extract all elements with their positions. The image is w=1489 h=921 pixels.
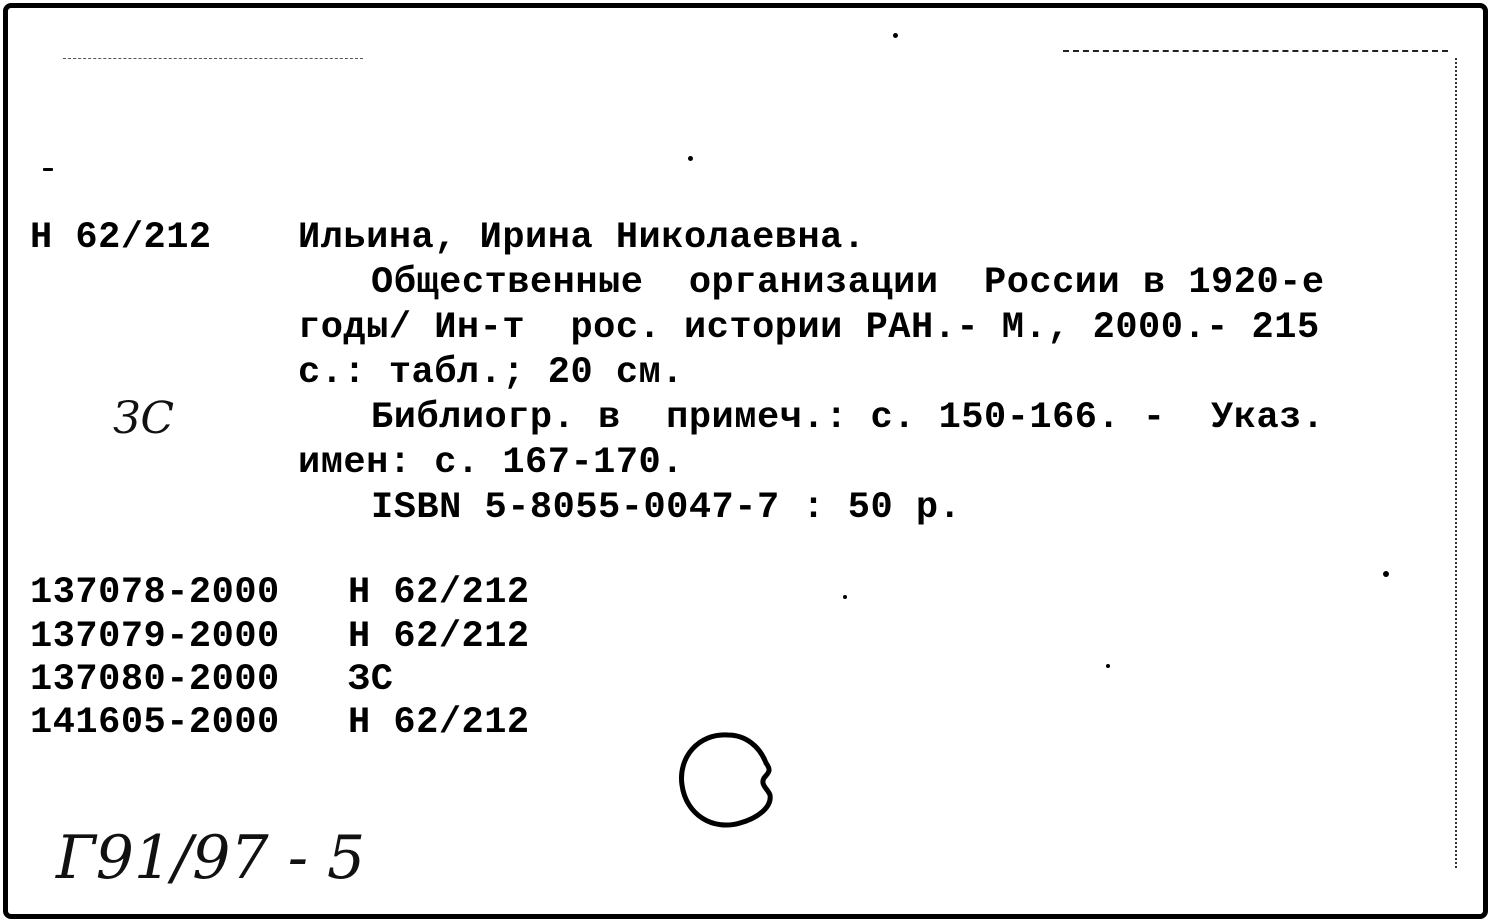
title-line-3: с.: табл.; 20 см. bbox=[298, 352, 684, 394]
hand-drawn-circle bbox=[668, 723, 788, 843]
top-right-dash-mark bbox=[1063, 50, 1448, 52]
inventory-location: ЗС bbox=[348, 659, 394, 701]
right-dotted-edge bbox=[1455, 58, 1457, 868]
isbn-line: ISBN 5-8055-0047-7 : 50 р. bbox=[371, 487, 962, 529]
inventory-number: 141605-2000 bbox=[30, 702, 280, 744]
call-number: Н 62/212 bbox=[30, 217, 212, 259]
speck bbox=[843, 595, 847, 599]
handwritten-location-mark: ЗС bbox=[113, 393, 175, 444]
inventory-location: Н 62/212 bbox=[348, 616, 530, 658]
author-heading: Ильина, Ирина Николаевна. bbox=[298, 217, 866, 259]
title-line-1: Общественные организации России в 1920-е bbox=[371, 262, 1325, 304]
inventory-location: Н 62/212 bbox=[348, 702, 530, 744]
speck bbox=[1106, 664, 1110, 668]
bibliography-note-line-2: имен: с. 167-170. bbox=[298, 442, 684, 484]
top-left-dash-mark bbox=[63, 58, 363, 59]
inventory-location: Н 62/212 bbox=[348, 572, 530, 614]
handwritten-footer-note: Г91/97 - 5 bbox=[56, 823, 366, 893]
title-line-2: годы/ Ин-т рос. истории РАН.- М., 2000.- 215 bbox=[298, 307, 1320, 349]
bibliography-note-line-1: Библиогр. в примеч.: с. 150-166. - Указ. bbox=[371, 397, 1325, 439]
speck bbox=[1383, 571, 1389, 577]
speck bbox=[893, 33, 898, 38]
inventory-number: 137079-2000 bbox=[30, 616, 280, 658]
speck bbox=[688, 156, 693, 161]
speck bbox=[43, 168, 53, 171]
inventory-number: 137080-2000 bbox=[30, 659, 280, 701]
inventory-number: 137078-2000 bbox=[30, 572, 280, 614]
catalog-card bbox=[3, 3, 1488, 919]
